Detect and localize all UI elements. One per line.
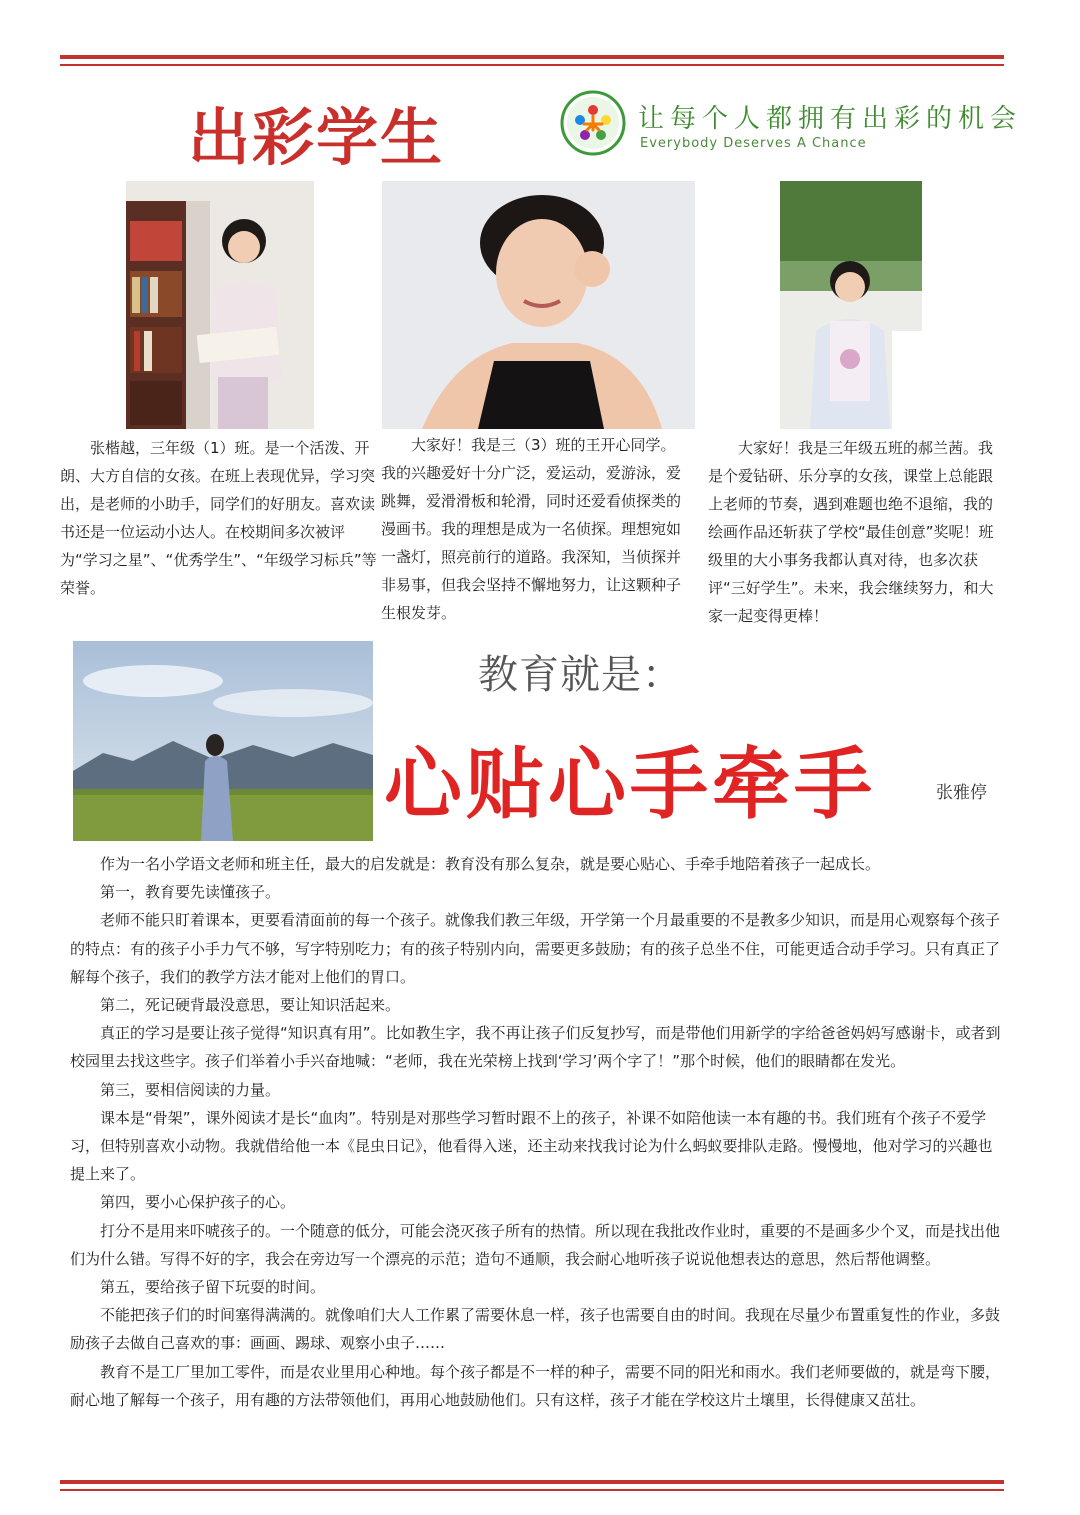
- student-photo-1: [126, 181, 314, 429]
- essay-paragraph: 不能把孩子们的时间塞得满满的。就像咱们大人工作累了需要休息一样，孩子也需要自由的时间。我现在尽量少布置重复性的作业，多鼓励孩子去做自己喜欢的事：画画、踢球、观察小虫子……: [70, 1306, 1001, 1353]
- essay-paragraph: 作为一名小学语文老师和班主任，最大的启发就是：教育没有那么复杂，就是要心贴心、手牵手地陪着孩子一起成长。: [100, 855, 881, 873]
- student-bio-3: 大家好！我是三年级五班的郝兰茜。我是个爱钻研、乐分享的女孩，课堂上总能跟上老师的节奏，遇到难题也绝不退缩，我的绘画作品还斩获了学校“最佳创意”奖呢！班级里的大小事务我都认真对待，也多次获评“三好学生”。未来，我会继续努力，和大家一起变得更棒！: [708, 439, 994, 625]
- essay-author: 张雅停: [936, 783, 987, 803]
- essay-paragraph: 课本是“骨架”，课外阅读才是长“血肉”。特别是对那些学习暂时跟不上的孩子，补课不如陪他读一本有趣的书。我们班有个孩子不爱学习，但特别喜欢小动物。我就借给他一本《昆虫日记》，他看得入迷，还主动来找我讨论为什么蚂蚁要排队走路。慢慢地，他对学习的兴趣也提上来了。: [70, 1108, 993, 1184]
- top-border-thick: [60, 55, 1004, 59]
- essay-paragraph: 第三，要相信阅读的力量。: [100, 1080, 281, 1099]
- essay-paragraph: 教育不是工厂里加工零件，而是农业里用心种地。每个孩子都是不一样的种子，需要不同的阳光和雨水。我们老师要做的，就是弯下腰，耐心地了解每一个孩子，用有趣的方法带领他们，再用心地鼓励他们。只有这样，孩子才能在学校这片土壤里，长得健康又茁壮。: [70, 1362, 1001, 1409]
- top-border-thin: [60, 64, 1004, 66]
- essay-paragraph: 第四，要小心保护孩子的心。: [100, 1193, 296, 1212]
- essay-paragraph: 第五，要给孩子留下玩耍的时间。: [100, 1278, 326, 1297]
- student-bio-2: 大家好！我是三（3）班的王开心同学。我的兴趣爱好十分广泛，爱运动，爱游泳，爱跳舞，爱滑滑板和轮滑，同时还爱看侦探类的漫画书。我的理想是成为一名侦探。理想宛如一盏灯，照亮前行的道路。我深知，当侦探并非易事，但我会坚持不懈地努力，让这颗种子生根发芽。: [381, 436, 682, 622]
- school-logo: [560, 90, 1023, 160]
- section-title: 出彩学生: [188, 101, 445, 174]
- essay-body: [70, 850, 1002, 1414]
- student-photo-2: [382, 181, 695, 429]
- essay-photo: [73, 641, 373, 841]
- essay-paragraph: 打分不是用来吓唬孩子的。一个随意的低分，可能会浇灭孩子所有的热情。所以现在我批改作业时，重要的不是画多少个叉，而是找出他们为什么错。写得不好的字，我会在旁边写一个漂亮的示范；造句不通顺，我会耐心地听孩子说说他想表达的意思，然后帮他调整。: [70, 1221, 1001, 1268]
- bottom-border-thick: [60, 1480, 1004, 1484]
- essay-paragraph: 第二，死记硬背最没意思，要让知识活起来。: [100, 996, 401, 1015]
- essay-paragraph: 老师不能只盯着课本，更要看清面前的每一个孩子。就像我们教三年级，开学第一个月最重要的不是教多少知识，而是用心观察每个孩子的特点：有的孩子小手力气不够，写字特别吃力；有的孩子特别内向，需要更多鼓励；有的孩子总坐不住，可能更适合动手学习。只有真正了解每个孩子，我们的教学方法才能对上他们的胃口。: [70, 911, 1001, 986]
- essay-title: 心贴心手牵手: [384, 740, 877, 830]
- essay-paragraph: 真正的学习是要让孩子觉得“知识真有用”。比如教生字，我不再让孩子们反复抄写，而是带他们用新学的字给爸爸妈妈写感谢卡，或者到校园里去找这些字。孩子们举着小手兴奋地喊：“老师，我在光荣榜上找到‘学习’两个字了！”那个时候，他们的眼睛都在发光。: [70, 1024, 1001, 1071]
- bottom-border-thin: [60, 1489, 1004, 1491]
- slogan-chinese: 让每个人都拥有出彩的机会: [638, 104, 1023, 134]
- colorful-people-logo-icon: [560, 90, 626, 156]
- essay-paragraph: 第一，教育要先读懂孩子。: [100, 883, 281, 902]
- essay-heading: 教育就是：: [478, 652, 683, 698]
- student-photo-3: [780, 181, 922, 429]
- slogan-english: Everybody Deserves A Chance: [640, 136, 867, 151]
- student-bio-1: 张楷越，三年级（1）班。是一个活泼、开朗、大方自信的女孩。在班上表现优异，学习突出，是老师的小助手，同学们的好朋友。喜欢读书还是一位运动小达人。在校期间多次被评为“学习之星”、“优秀学生”、“年级学习标兵”等荣誉。: [60, 439, 377, 597]
